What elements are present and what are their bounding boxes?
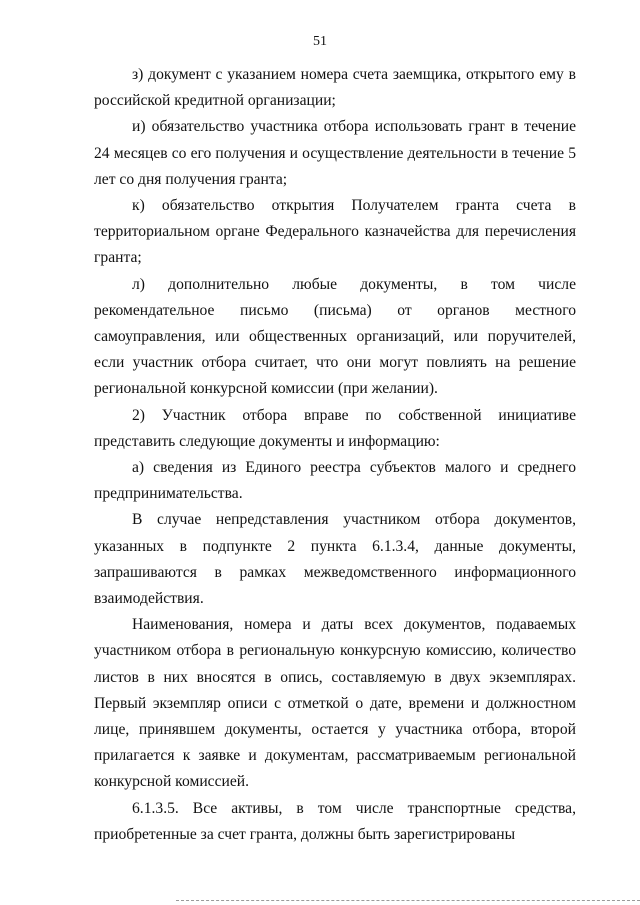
paragraph-a-sme-registry: а) сведения из Единого реестра субъектов малого и среднего предпринимательства. (94, 459, 576, 503)
paragraph-k-treasury-account: к) обязательство открытия Получателем гранта счета в территориальном органе Федерального казначейства для перечисления гранта; (94, 197, 576, 267)
paragraph-l-additional-documents: л) дополнительно любые документы, в том числе рекомендательное письмо (письма) от органов местного самоуправления, или общественных организаций, или поручителей, если участник отбора считает, что они могут повлиять на решение региональной конкурсной комиссии (при желании). (94, 275, 576, 398)
paragraph-6-1-3-5-assets: 6.1.3.5. Все активы, в том числе транспортные средства, приобретенные за счет гранта, должны быть зарегистрированы (94, 799, 576, 843)
paragraph-i-grant-obligation: и) обязательство участника отбора использовать грант в течение 24 месяцев со его получения и осуществление деятельности в течение 5 лет со дня получения гранта; (94, 118, 576, 188)
page-number: 51 (313, 34, 327, 49)
scan-edge-line (176, 900, 640, 902)
paragraph-inventory-list: Наименования, номера и даты всех документов, подаваемых участником отбора в региональную конкурсную комиссию, количество листов в них вносятся в опись, составляемую в двух экземплярах. Первый экземпляр описи с отметкой о дате, времени и должностном лице, принявшем документы, остается у участника отбора, второй прилагается к заявке и документам, рассматриваемым региональной конкурсной комиссией. (94, 616, 576, 791)
document-body (94, 62, 576, 848)
paragraph-2-own-initiative: 2) Участник отбора вправе по собственной инициативе представить следующие документы и информацию: (94, 406, 576, 450)
paragraph-interagency-request: В случае непредставления участником отбора документов, указанных в подпункте 2 пункта 6.1.3.4, данные документы, запрашиваются в рамках межведомственного информационного взаимодействия. (94, 511, 576, 608)
paragraph-z-bank-account: з) документ с указанием номера счета заемщика, открытого ему в российской кредитной организации; (94, 66, 576, 110)
